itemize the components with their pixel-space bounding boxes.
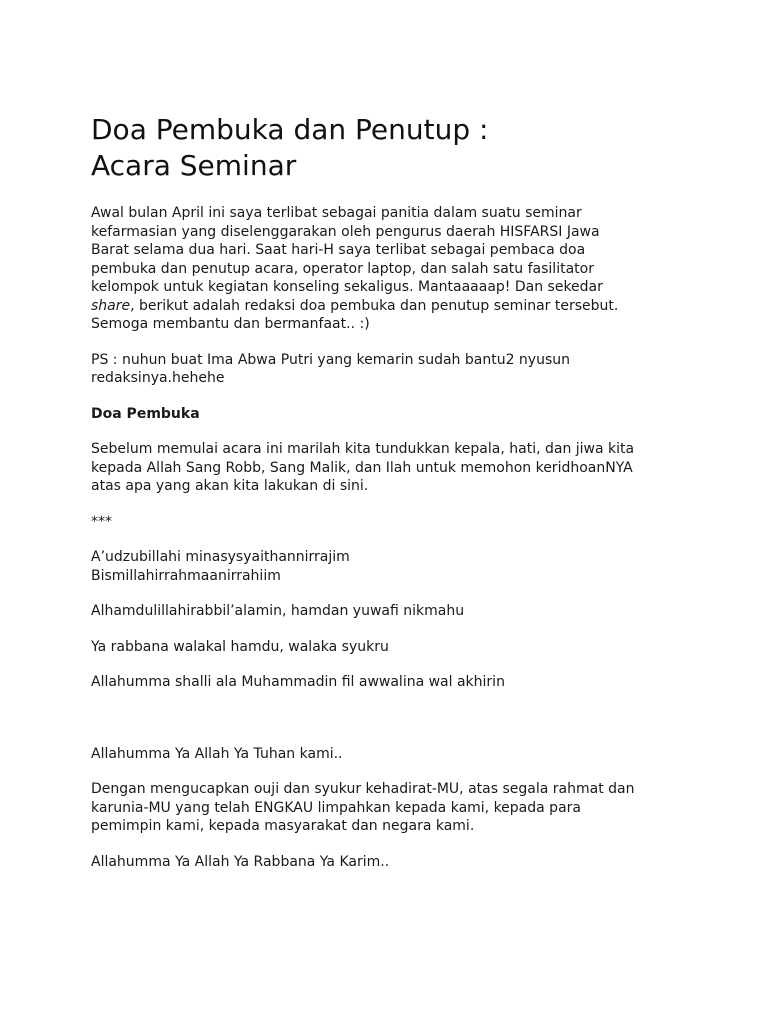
separator: ***: [91, 513, 112, 530]
allahumma-paragraph-1: Allahumma Ya Allah Ya Tuhan kami..: [91, 745, 343, 762]
ps-line: redaksinya.hehehe: [91, 370, 225, 386]
ps-paragraph: [91, 351, 691, 388]
intro-line: Awal bulan April ini saya terlibat sebagai panitia dalam suatu seminar: [91, 205, 582, 221]
ps-line: PS : nuhun buat Ima Abwa Putri yang kemarin sudah bantu2 nyusun: [91, 351, 571, 368]
section-heading-doa-pembuka: Doa Pembuka: [91, 405, 200, 422]
pembuka-intro-line: kepada Allah Sang Robb, Sang Malik, dan Ilah untuk memohon keridhoanNYA: [91, 459, 633, 476]
intro-line: Semoga membantu dan bermanfaat.. :): [91, 316, 370, 332]
intro-line: kefarmasian yang diselenggarakan oleh pengurus daerah HISFARSI Jawa: [91, 223, 600, 240]
intro-paragraph: [91, 204, 691, 334]
syukur-line: pemimpin kami, kepada masyarakat dan negara kami.: [91, 818, 475, 834]
intro-line: kelompok untuk kegiatan konseling sekaligus. Mantaaaaap! Dan sekedar: [91, 279, 603, 295]
intro-line: pembuka dan penutup acara, operator laptop, dan salah satu fasilitator: [91, 260, 594, 277]
basmalah-line: Bismillahirrahmaanirrahiim: [91, 567, 281, 584]
share-italic: share: [91, 297, 131, 314]
hamdalah-paragraph: Alhamdulillahirabbil’alamin, hamdan yuwafi nikmahu: [91, 603, 465, 619]
taawudz-line: A’udzubillahi minasysyaithannirrajim: [91, 549, 350, 565]
syukur-paragraph: [91, 780, 691, 836]
pembuka-intro-line: Sebelum memulai acara ini marilah kita tundukkan kepala, hati, dan jiwa kita: [91, 441, 635, 457]
intro-line: [91, 297, 691, 316]
pembuka-intro-line: atas apa yang akan kita lakukan di sini.: [91, 478, 369, 494]
shalawat-paragraph: Allahumma shalli ala Muhammadin fil awwalina wal akhirin: [91, 674, 505, 690]
syukur-line: karunia-MU yang telah ENGKAU limpahkan kepada kami, kepada para: [91, 799, 581, 816]
title-line-2: Acara Seminar: [91, 149, 297, 182]
rabbana-paragraph: Ya rabbana walakal hamdu, walaka syukru: [91, 638, 389, 655]
document-page: [91, 112, 691, 888]
intro-line: Barat selama dua hari. Saat hari-H saya terlibat sebagai pembaca doa: [91, 242, 586, 258]
allahumma-paragraph-2: Allahumma Ya Allah Ya Rabbana Ya Karim..: [91, 853, 390, 870]
intro-line-rest: , berikut adalah redaksi doa pembuka dan penutup seminar tersebut.: [130, 297, 619, 314]
pembuka-intro-paragraph: [91, 440, 691, 496]
page-title: [91, 112, 691, 184]
title-line-1: Doa Pembuka dan Penutup :: [91, 113, 489, 146]
blank-gap: [91, 709, 691, 745]
syukur-line: Dengan mengucapkan ouji dan syukur kehadirat-MU, atas segala rahmat dan: [91, 781, 635, 797]
taawudz-paragraph: [91, 548, 691, 585]
